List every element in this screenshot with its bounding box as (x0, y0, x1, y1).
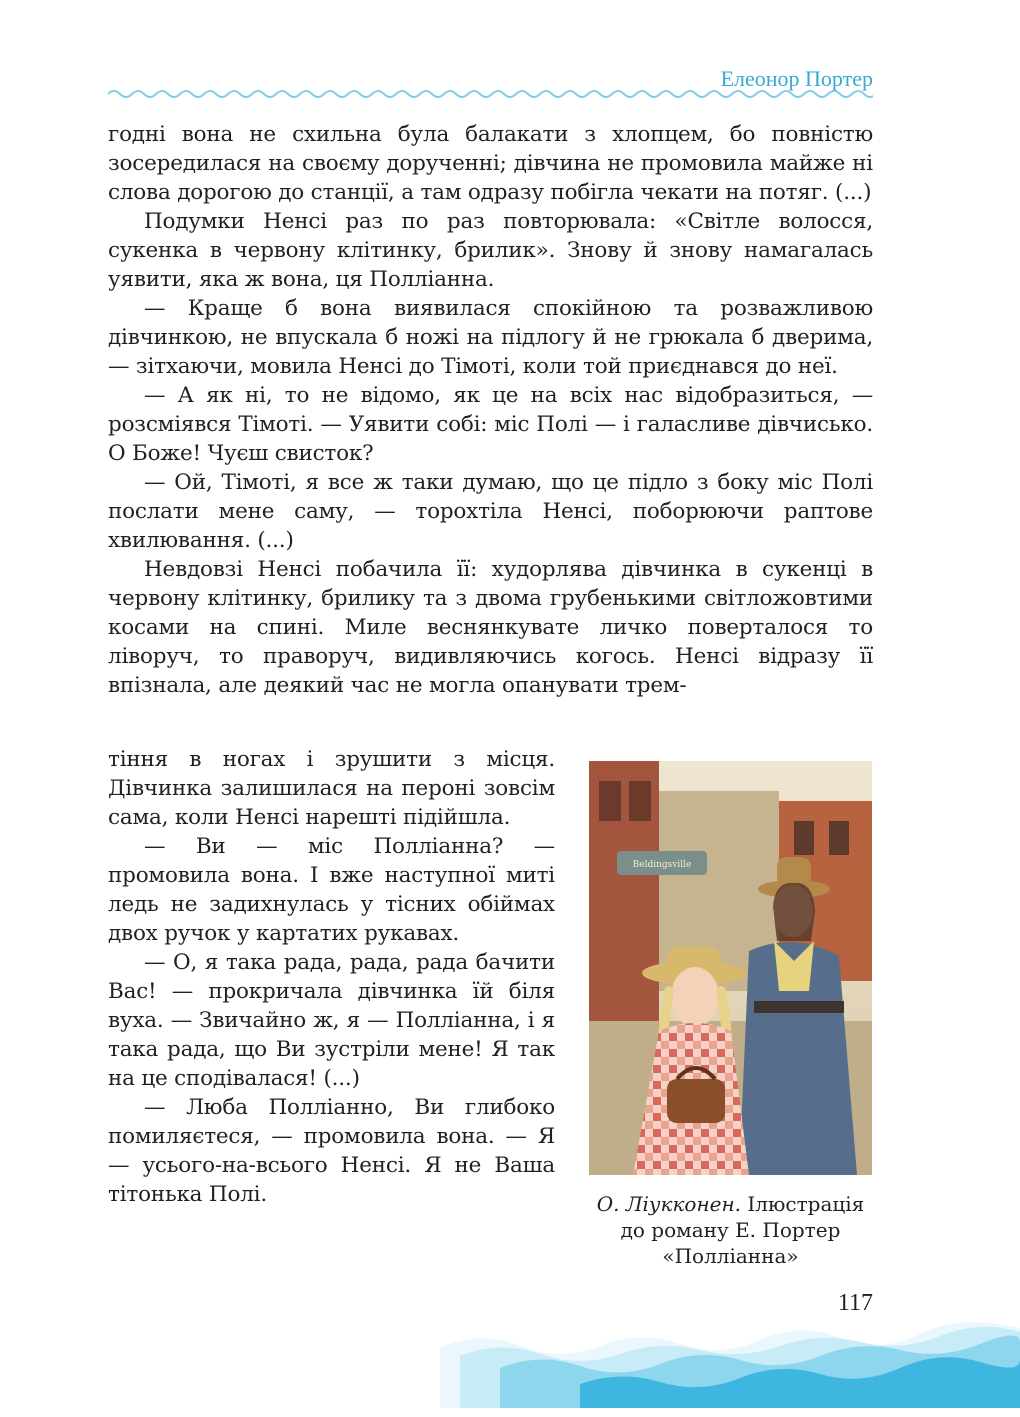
paragraph: тіння в ногах і зрушити з місця. Дівчинка залишилася на пероні зовсім сама, коли Ненсі нарешті підійшла. (108, 747, 555, 830)
paragraph: Невдовзі Ненсі побачила її: худорлява дівчинка в сукенці в червону клітинку, брилику та з двома грубенькими світложовтими косами на спині. Миле веснянкувате личко поверталося то ліворуч, то праворуч, видивляючись когось. Ненсі відразу її впізнала, але деякий час не могла опанувати трем- (108, 557, 873, 698)
header-wave-divider (108, 88, 873, 100)
paragraph: годні вона не схильна була балакати з хлопцем, бо повністю зосередилася на своєму дорученні; дівчина не промовила майже ні слова дорогою до станції, а там одразу побігла чекати на потяг. (...) (108, 122, 873, 205)
caption-line-2: до роману Е. Портер (620, 1218, 841, 1242)
station-sign-text: Beldingsville (632, 860, 692, 870)
caption-author: О. Ліукконен. (596, 1192, 742, 1216)
footer-wave-decoration (440, 1318, 1020, 1408)
paragraph: — Ви — міс Поллiанна? — промовила вона. І вже наступної миті ледь не задихнулась у тісних обіймах двох ручок у картатих рукавах. (108, 834, 555, 946)
paragraph: — А як ні, то не відомо, як це на всіх нас відобразиться, — розсміявся Тімоті. — Уявити собі: міс Полі — і галасливе дівчисько. О Боже! Чуєш свисток? (108, 383, 873, 466)
body-text-top (108, 120, 873, 700)
paragraph: — Краще б вона виявилася спокійною та розважливою дівчинкою, не впускала б ножі на підлогу й не грюкала б дверима, — зітхаючи, мовила Ненсі до Тімоті, коли той приєднався до неї. (108, 296, 873, 379)
caption-line-1: Ілюстрація (747, 1192, 865, 1216)
page-number: 117 (837, 1290, 873, 1316)
illustration-caption (589, 1191, 872, 1269)
paragraph: — О, я така рада, рада, рада бачити Вас! — прокричала дівчинка їй біля вуха. — Звичайно ж, я — Поллiанна, і я така рада, що Ви зустріли мене! Я так на це сподівалася! (...) (108, 950, 555, 1091)
header-author: Елеонор Портер (720, 66, 873, 91)
illustration-image (589, 761, 872, 1175)
caption-line-3: «Поллiанна» (662, 1244, 799, 1268)
paragraph: Подумки Ненсі раз по раз повторювала: «Світле волосся, сукенка в червону клітинку, брилик». Знову й знову намагалась уявити, яка ж вона, ця Поллiанна. (108, 209, 873, 292)
illustration-figure (589, 761, 872, 1269)
paragraph: — Ой, Тімоті, я все ж таки думаю, що це підло з боку міс Полі послати мене саму, — торохтіла Ненсі, поборюючи раптове хвилювання. (...) (108, 470, 873, 553)
body-text-side (108, 745, 555, 1209)
running-header (108, 60, 873, 100)
paragraph: — Люба Поллiанно, Ви глибоко помиляєтеся, — промовила вона. — Я — усього-на-всього Ненсі. Я не Ваша тітонька Полі. (108, 1095, 555, 1207)
